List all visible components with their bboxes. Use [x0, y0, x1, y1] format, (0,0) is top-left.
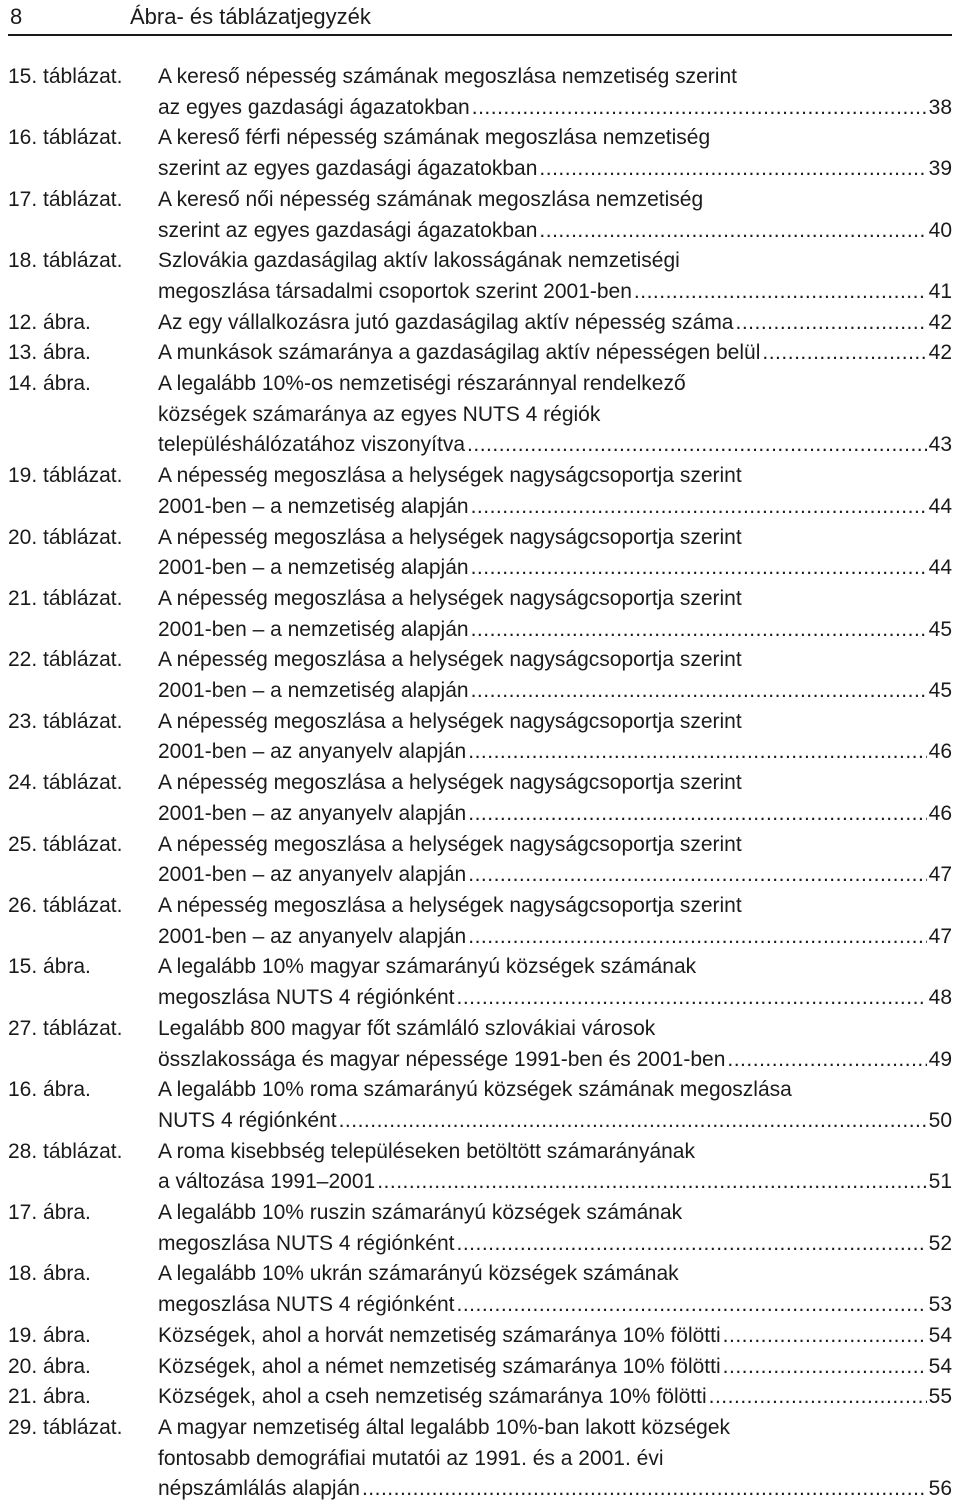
entry-caption-last-line: [158, 737, 952, 768]
entry-caption-line: megoszlása NUTS 4 régiónként: [158, 986, 455, 1010]
entry-page-number: 47: [928, 924, 952, 948]
toc-entry[interactable]: [8, 461, 952, 522]
entry-caption-line: 2001-ben – a nemzetiség alapján: [158, 617, 469, 641]
dot-leader: [472, 93, 927, 124]
entry-caption-last-line: [158, 676, 952, 707]
entry-page-number: 54: [928, 1354, 952, 1378]
entry-label: 22. táblázat.: [8, 648, 123, 672]
entry-caption-last-line: [158, 799, 952, 830]
entry-caption-line: 2001-ben – a nemzetiség alapján: [158, 556, 469, 580]
entry-caption-line: A népesség megoszlása a helységek nagyságcsoportja szerint: [158, 771, 742, 795]
entry-caption: [158, 952, 952, 1013]
dot-leader: [377, 1167, 926, 1198]
entry-caption-line: településhálózatához viszonyítva: [158, 433, 466, 457]
entry-caption-line: megoszlása társadalmi csoportok szerint 2001-ben: [158, 279, 632, 303]
toc-entry[interactable]: [8, 1382, 952, 1413]
entry-caption-line: 2001-ben – az anyanyelv alapján: [158, 740, 467, 764]
toc-entry[interactable]: [8, 645, 952, 706]
dot-leader: [723, 1352, 927, 1383]
toc-entry[interactable]: [8, 952, 952, 1013]
entry-caption-line: Községek, ahol a cseh nemzetiség számaránya 10% fölötti: [158, 1385, 707, 1409]
entry-caption-line: Legalább 800 magyar főt számláló szlovákiai városok: [158, 1016, 656, 1040]
entry-label: 18. ábra.: [8, 1262, 91, 1286]
entry-caption: [158, 1137, 952, 1198]
dot-leader: [339, 1106, 927, 1137]
entry-caption-last-line: [158, 277, 952, 308]
entry-caption-line: A népesség megoszlása a helységek nagyságcsoportja szerint: [158, 464, 742, 488]
entry-label: 16. táblázat.: [8, 126, 123, 150]
entry-caption: [158, 768, 952, 829]
entry-caption-line: A népesség megoszlása a helységek nagyságcsoportja szerint: [158, 525, 742, 549]
entry-caption: [158, 461, 952, 522]
entry-caption-last-line: [158, 1167, 952, 1198]
entry-label: 25. táblázat.: [8, 832, 123, 856]
entry-caption-line: a változása 1991–2001: [158, 1170, 376, 1194]
entry-caption: [158, 369, 952, 461]
entry-label: 21. táblázat.: [8, 586, 123, 610]
toc-entry[interactable]: [8, 1075, 952, 1136]
entry-page-number: 44: [928, 494, 952, 518]
toc-entry[interactable]: [8, 830, 952, 891]
dot-leader: [471, 492, 927, 523]
entry-label: 12. ábra.: [8, 310, 91, 334]
entry-caption-line: 2001-ben – az anyanyelv alapján: [158, 924, 467, 948]
entry-label: 17. ábra.: [8, 1201, 91, 1225]
entry-caption-line: népszámlálás alapján: [158, 1477, 360, 1501]
entry-label: 28. táblázat.: [8, 1139, 123, 1163]
entry-label: 21. ábra.: [8, 1385, 91, 1409]
entry-caption: [158, 830, 952, 891]
entry-page-number: 40: [928, 218, 952, 242]
toc-entry[interactable]: [8, 1321, 952, 1352]
entry-caption-last-line: [158, 553, 952, 584]
entry-page-number: 52: [928, 1231, 952, 1255]
entry-caption-line: NUTS 4 régiónként: [158, 1108, 337, 1132]
dot-leader: [467, 430, 927, 461]
entry-caption-last-line: [158, 308, 952, 339]
entry-page-number: 47: [928, 863, 952, 887]
entry-caption-line: szerint az egyes gazdasági ágazatokban: [158, 218, 538, 242]
dot-leader: [362, 1474, 927, 1505]
entry-caption: [158, 185, 952, 246]
entry-label: 15. ábra.: [8, 955, 91, 979]
entry-caption-last-line: [158, 1382, 952, 1413]
entry-page-number: 38: [928, 95, 952, 119]
entry-caption: [158, 123, 952, 184]
entry-page-number: 48: [928, 986, 952, 1010]
toc-entry[interactable]: [8, 1137, 952, 1198]
entry-caption-line: 2001-ben – az anyanyelv alapján: [158, 801, 467, 825]
entry-caption-line: A roma kisebbség településeken betöltött számarányának: [158, 1139, 695, 1163]
entry-label: 20. ábra.: [8, 1354, 91, 1378]
entry-caption-line: A magyar nemzetiség által legalább 10%-ban lakott községek: [158, 1415, 731, 1439]
entry-page-number: 46: [928, 801, 952, 825]
entry-label: 24. táblázat.: [8, 771, 123, 795]
entry-caption: [158, 584, 952, 645]
entry-caption-last-line: [158, 93, 952, 124]
dot-leader: [727, 1045, 926, 1076]
entry-caption-last-line: [158, 860, 952, 891]
entry-page-number: 56: [928, 1477, 952, 1501]
toc-entry[interactable]: [8, 1014, 952, 1075]
dot-leader: [468, 799, 926, 830]
entry-caption: [158, 1198, 952, 1259]
entry-caption-line: A legalább 10% ruszin számarányú községek számának: [158, 1201, 683, 1225]
dot-leader: [468, 860, 926, 891]
entry-label: 18. táblázat.: [8, 249, 123, 273]
entry-label: 14. ábra.: [8, 372, 91, 396]
entry-caption-line: 2001-ben – a nemzetiség alapján: [158, 679, 469, 703]
entry-caption-last-line: [158, 154, 952, 185]
dot-leader: [709, 1382, 927, 1413]
entry-caption-line: fontosabb demográfiai mutatói az 1991. és a 2001. évi: [158, 1446, 664, 1470]
entry-caption: [158, 1075, 952, 1136]
entry-caption-line: 2001-ben – a nemzetiség alapján: [158, 494, 469, 518]
entry-caption-line: Az egy vállalkozásra jutó gazdaságilag aktív népesség száma: [158, 310, 734, 334]
toc-entry[interactable]: [8, 584, 952, 645]
toc-entry[interactable]: [8, 123, 952, 184]
entry-caption-line: községek számaránya az egyes NUTS 4 régiók: [158, 402, 601, 426]
dot-leader: [468, 922, 926, 953]
entry-caption-line: Községek, ahol a horvát nemzetiség számaránya 10% fölötti: [158, 1323, 721, 1347]
entry-page-number: 45: [928, 617, 952, 641]
entry-caption-last-line: [158, 492, 952, 523]
entry-caption-last-line: [158, 1352, 952, 1383]
entry-caption: [158, 1413, 952, 1505]
entry-caption-line: A legalább 10% magyar számarányú községek számának: [158, 955, 697, 979]
entry-caption-line: Községek, ahol a német nemzetiség számaránya 10% fölötti: [158, 1354, 721, 1378]
toc-entry[interactable]: [8, 1259, 952, 1320]
dot-leader: [539, 154, 926, 185]
toc-entry[interactable]: [8, 338, 952, 369]
entry-page-number: 41: [928, 279, 952, 303]
dot-leader: [471, 553, 927, 584]
entry-caption-line: 2001-ben – az anyanyelv alapján: [158, 863, 467, 887]
entry-caption: [158, 1352, 952, 1383]
entry-caption-line: A népesség megoszlása a helységek nagyságcsoportja szerint: [158, 586, 742, 610]
entry-label: 19. ábra.: [8, 1323, 91, 1347]
dot-leader: [471, 676, 927, 707]
dot-leader: [468, 737, 926, 768]
entry-caption-last-line: [158, 216, 952, 247]
entry-caption: [158, 338, 952, 369]
entry-page-number: 45: [928, 679, 952, 703]
toc-entry[interactable]: [8, 1352, 952, 1383]
toc-entry[interactable]: [8, 891, 952, 952]
dot-leader: [634, 277, 927, 308]
entry-caption-last-line: [158, 983, 952, 1014]
entry-caption-line: A legalább 10% roma számarányú községek számának megoszlása: [158, 1078, 792, 1102]
entry-caption-last-line: [158, 430, 952, 461]
toc-entry[interactable]: [8, 768, 952, 829]
page-number: 8: [10, 4, 23, 29]
entry-caption-last-line: [158, 1045, 952, 1076]
entry-caption-line: A kereső férfi népesség számának megoszlása nemzetiség: [158, 126, 711, 150]
entry-caption-last-line: [158, 1229, 952, 1260]
entry-page-number: 55: [928, 1385, 952, 1409]
entry-caption-line: A kereső női népesség számának megoszlása nemzetiség: [158, 187, 704, 211]
entry-caption: [158, 1382, 952, 1413]
toc-entry[interactable]: [8, 246, 952, 307]
toc-entry[interactable]: [8, 369, 952, 461]
entry-caption: [158, 1259, 952, 1320]
entry-caption-line: az egyes gazdasági ágazatokban: [158, 95, 470, 119]
entry-page-number: 53: [928, 1293, 952, 1317]
entry-caption-line: A legalább 10%-os nemzetiségi részaránnyal rendelkező: [158, 372, 686, 396]
entry-caption-last-line: [158, 1474, 952, 1505]
toc-entry[interactable]: [8, 1413, 952, 1505]
entry-caption-last-line: [158, 615, 952, 646]
entry-caption-line: A népesség megoszlása a helységek nagyságcsoportja szerint: [158, 709, 742, 733]
entry-caption: [158, 308, 952, 339]
entry-caption: [158, 645, 952, 706]
dot-leader: [736, 308, 927, 339]
dot-leader: [723, 1321, 927, 1352]
entry-caption-line: A népesség megoszlása a helységek nagyságcsoportja szerint: [158, 893, 742, 917]
entry-caption-line: A népesség megoszlása a helységek nagyságcsoportja szerint: [158, 648, 742, 672]
entry-caption-line: A munkások számaránya a gazdaságilag aktív népességen belül: [158, 341, 761, 365]
entry-page-number: 54: [928, 1323, 952, 1347]
entry-caption-last-line: [158, 1321, 952, 1352]
toc-entry[interactable]: [8, 523, 952, 584]
entry-caption-last-line: [158, 1290, 952, 1321]
entry-caption-line: A legalább 10% ukrán számarányú községek számának: [158, 1262, 679, 1286]
entry-caption: [158, 62, 952, 123]
dot-leader: [539, 216, 926, 247]
entry-page-number: 43: [928, 433, 952, 457]
dot-leader: [762, 338, 926, 369]
entry-caption-line: A kereső népesség számának megoszlása nemzetiség szerint: [158, 65, 737, 88]
entry-caption-line: szerint az egyes gazdasági ágazatokban: [158, 157, 538, 181]
entry-caption-line: Szlovákia gazdaságilag aktív lakosságának nemzetiségi: [158, 249, 680, 273]
entry-label: 23. táblázat.: [8, 709, 123, 733]
dot-leader: [456, 983, 926, 1014]
entry-caption-last-line: [158, 922, 952, 953]
toc-entry[interactable]: [8, 707, 952, 768]
entry-caption-line: megoszlása NUTS 4 régiónként: [158, 1293, 455, 1317]
entry-caption: [158, 891, 952, 952]
toc-entry[interactable]: [8, 1198, 952, 1259]
entry-page-number: 42: [928, 310, 952, 334]
entry-caption: [158, 707, 952, 768]
entry-label: 15. táblázat.: [8, 65, 123, 88]
entry-label: 26. táblázat.: [8, 893, 123, 917]
dot-leader: [456, 1290, 926, 1321]
entry-caption: [158, 1014, 952, 1075]
entry-caption-last-line: [158, 338, 952, 369]
entry-label: 13. ábra.: [8, 341, 91, 365]
toc-entry[interactable]: [8, 185, 952, 246]
toc-entry[interactable]: [8, 308, 952, 339]
page-title: Ábra- és táblázatjegyzék: [130, 4, 371, 29]
entry-label: 17. táblázat.: [8, 187, 123, 211]
entry-page-number: 51: [928, 1170, 952, 1194]
entry-caption-line: összlakossága és magyar népessége 1991-ben és 2001-ben: [158, 1047, 726, 1071]
entry-page-number: 49: [928, 1047, 952, 1071]
entry-page-number: 39: [928, 157, 952, 181]
entry-page-number: 46: [928, 740, 952, 764]
entry-label: 20. táblázat.: [8, 525, 123, 549]
entry-caption-line: A népesség megoszlása a helységek nagyságcsoportja szerint: [158, 832, 742, 856]
page-header: [8, 0, 952, 36]
entry-page-number: 42: [928, 341, 952, 365]
entry-page-number: 50: [928, 1108, 952, 1132]
entry-label: 16. ábra.: [8, 1078, 91, 1102]
entry-label: 19. táblázat.: [8, 464, 123, 488]
entry-label: 27. táblázat.: [8, 1016, 123, 1040]
entry-caption-last-line: [158, 1106, 952, 1137]
entry-label: 29. táblázat.: [8, 1415, 123, 1439]
entry-page-number: 44: [928, 556, 952, 580]
entry-caption: [158, 246, 952, 307]
dot-leader: [456, 1229, 926, 1260]
toc-entry[interactable]: [8, 62, 952, 123]
list-of-figures-and-tables: [8, 62, 952, 1505]
entry-caption: [158, 1321, 952, 1352]
entry-caption: [158, 523, 952, 584]
entry-caption-line: megoszlása NUTS 4 régiónként: [158, 1231, 455, 1255]
dot-leader: [471, 615, 927, 646]
